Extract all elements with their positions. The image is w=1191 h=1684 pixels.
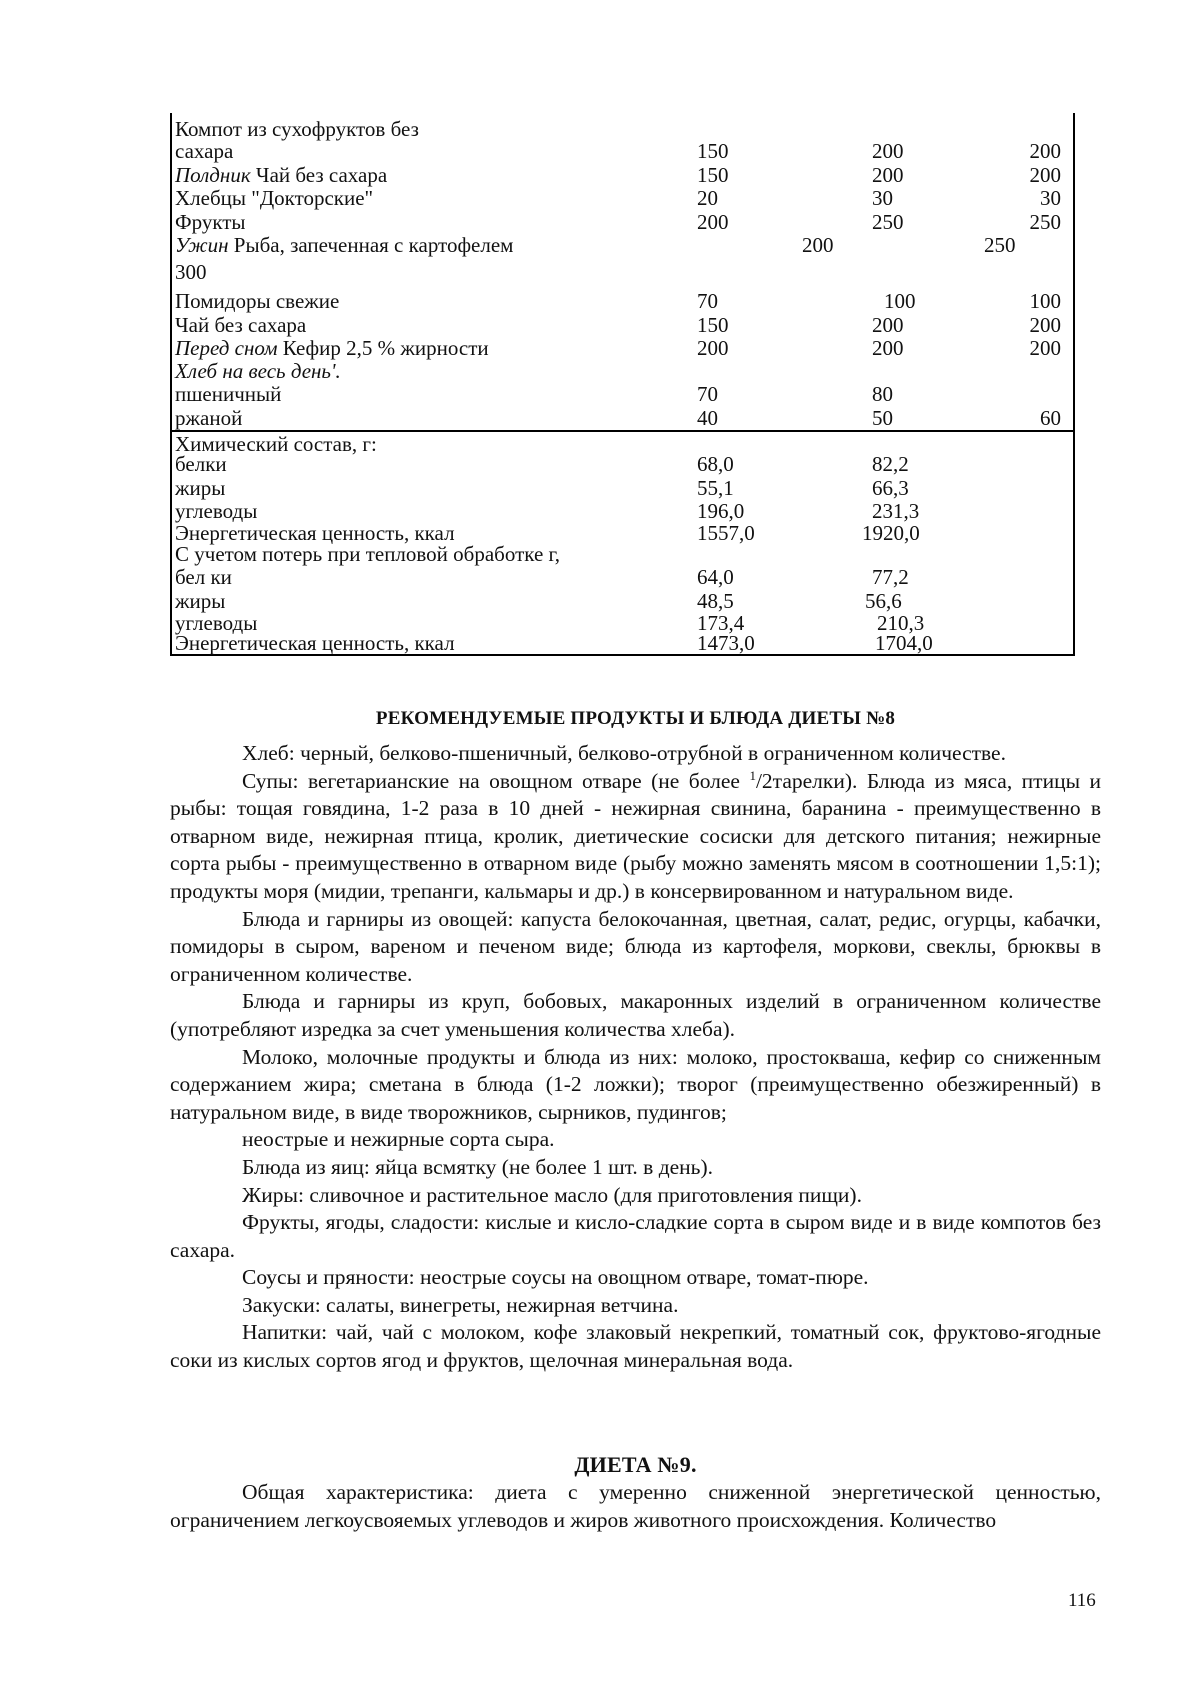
row-value-2: 77,2: [872, 565, 909, 589]
row-label: [175, 336, 489, 360]
row-value-2: 1920,0: [862, 521, 920, 545]
table-row: [172, 210, 1073, 234]
row-value-3: 60: [1040, 406, 1061, 430]
table-row: [172, 186, 1073, 210]
row-value-1: 150: [697, 313, 729, 337]
table-row: [172, 542, 1073, 566]
table-row: [172, 499, 1073, 523]
row-value-2: 82,2: [872, 452, 909, 476]
row-label: [175, 359, 341, 383]
row-value-1: 150: [697, 139, 729, 163]
row-value-3: 100: [1029, 289, 1061, 313]
paragraph: Молоко, молочные продукты и блюда из них: молоко, простокваша, кефир со сниженным содержанием жира; сметана в блюда (1-2 ложки); творог (преимущественно обезжиренный) в натуральном виде, в виде творожников, сырников, пудингов;: [170, 1044, 1101, 1124]
meal-label: Ужин: [175, 233, 229, 257]
row-value-2: 56,6: [865, 589, 902, 613]
row-label: Хлебцы "Докторские": [175, 186, 374, 210]
paragraph: Напитки: чай, чай с молоком, кофе злаковый некрепкий, томатный сок, фруктово-ягодные соки из кислых сортов ягод и фруктов, щелочная минеральная вода.: [170, 1320, 1101, 1373]
row-value-1: 1557,0: [697, 521, 755, 545]
paragraph: [170, 768, 1101, 906]
paragraph: Жиры: сливочное и растительное масло (для приготовления пищи).: [242, 1182, 862, 1207]
row-label: углеводы: [175, 611, 258, 635]
table-row: [172, 565, 1073, 589]
row-label: Помидоры свежие: [175, 289, 340, 313]
superscript: 1: [749, 767, 756, 783]
row-label: белки: [175, 452, 227, 476]
row-value-1: 173,4: [697, 611, 745, 635]
table-row: [172, 313, 1073, 337]
table-row: [172, 117, 1073, 141]
row-value-3: 250: [984, 233, 1016, 257]
row-value-2: 100: [884, 289, 916, 313]
row-value-2: 50: [872, 406, 893, 430]
paragraph: Хлеб: черный, белково-пшеничный, белково-отрубной в ограниченном количестве.: [242, 741, 1006, 765]
row-label: С учетом потерь при тепловой обработке г,: [175, 542, 561, 566]
row-value-1: 200: [697, 336, 729, 360]
paragraph-text: /2тарелки). Блюда из мяса, птицы и рыбы: тощая говядина, 1-2 раза в 10 дней - нежирная свинина, баранина - преимущественно в отварном виде, нежирная птица, кролик, диетические сосиски для детского питания; нежирные сорта рыбы - преимущественно в отварном виде (рыбу можно заменять мясом в соотношении 1,5:1); продукты моря (мидии, трепанги, кальмары и др.) в консервированном и натуральном виде.: [170, 768, 1101, 903]
paragraph: Закуски: салаты, винегреты, нежирная ветчина.: [242, 1292, 679, 1317]
row-label: Фрукты: [175, 210, 246, 234]
row-value-1: 150: [697, 163, 729, 187]
nutrition-table: [170, 113, 1075, 656]
row-label: бел ки: [175, 565, 232, 589]
row-label: ржаной: [175, 406, 243, 430]
row-value-1: 55,1: [697, 476, 734, 500]
table-row: [172, 163, 1073, 187]
row-value-2: 200: [872, 313, 904, 337]
row-value-2: 200: [802, 233, 834, 257]
table-row: [172, 631, 1073, 655]
row-value-2: 30: [872, 186, 893, 210]
row-label: [175, 233, 513, 257]
row-value-3: 200: [1029, 163, 1061, 187]
table-row: [172, 233, 1073, 257]
table-row: [172, 289, 1073, 313]
row-value-2: 1704,0: [875, 631, 933, 655]
table-row: [172, 359, 1073, 383]
page-number: 116: [1068, 1590, 1096, 1611]
row-value-1: 48,5: [697, 589, 734, 613]
row-value-2: 231,3: [872, 499, 920, 523]
row-value-1: 40: [697, 406, 718, 430]
paragraph: Блюда и гарниры из круп, бобовых, макаронных изделий в ограниченном количестве (употребляют изредка за счет уменьшения количества хлеба).: [170, 989, 1101, 1041]
row-value-1: 64,0: [697, 565, 734, 589]
paragraph: Соусы и пряности: неострые соусы на овощном отваре, томат-пюре.: [242, 1265, 869, 1290]
row-label: Химический состав, г:: [175, 432, 377, 456]
table-row: [172, 589, 1073, 613]
row-label-text: Кефир 2,5 % жирности: [277, 336, 489, 360]
row-label: углеводы: [175, 499, 258, 523]
row-value-2: 200: [872, 139, 904, 163]
table-row: [172, 260, 1073, 284]
table-row: [172, 452, 1073, 476]
row-value-3: 250: [1029, 210, 1061, 234]
row-value-2: 250: [872, 210, 904, 234]
meal-label: Хлеб на весь день'.: [175, 359, 341, 383]
row-value-3: 200: [1029, 313, 1061, 337]
row-label-text: Чай без сахара: [250, 163, 388, 187]
row-label: [175, 163, 387, 187]
row-label-text: Рыба, запеченная с картофелем: [228, 233, 514, 257]
row-value-2: 210,3: [877, 611, 925, 635]
meal-label: Перед сном: [175, 336, 278, 360]
table-row: [172, 139, 1073, 163]
row-label: жиры: [175, 476, 226, 500]
section-body: [170, 740, 1101, 1375]
row-value-2: 66,3: [872, 476, 909, 500]
row-value-1: 68,0: [697, 452, 734, 476]
table-row: [172, 476, 1073, 500]
table-row: [172, 406, 1073, 430]
row-value-1: 70: [697, 382, 718, 406]
row-label: Энергетическая ценность, ккал: [175, 521, 455, 545]
row-value-2: 200: [872, 163, 904, 187]
row-value-2: 200: [872, 336, 904, 360]
row-label: Компот из сухофруктов без: [175, 117, 419, 141]
section-title: РЕКОМЕНДУЕМЫЕ ПРОДУКТЫ И БЛЮДА ДИЕТЫ №8: [375, 708, 896, 729]
row-value-3: 200: [1029, 336, 1061, 360]
row-value-2: 80: [872, 382, 893, 406]
row-value-1: 70: [697, 289, 718, 313]
row-label: жиры: [175, 589, 226, 613]
row-label: сахара: [175, 139, 234, 163]
row-label: пшеничный: [175, 382, 282, 406]
row-label: Энергетическая ценность, ккал: [175, 631, 455, 655]
paragraph-text: Супы: вегетарианские на овощном отваре (не более: [242, 768, 750, 793]
row-value-1: 196,0: [697, 499, 745, 523]
table-row: [172, 382, 1073, 406]
paragraph: неострые и нежирные сорта сыра.: [242, 1127, 555, 1152]
row-label: 300: [175, 260, 207, 284]
row-value-1: 1473,0: [697, 631, 755, 655]
table-row: [172, 336, 1073, 360]
row-value-1: 20: [697, 186, 718, 210]
paragraph: Блюда из яиц: яйца всмятку (не более 1 шт. в день).: [242, 1154, 714, 1179]
section-title: ДИЕТА №9.: [574, 1452, 697, 1477]
row-value-1: 200: [697, 210, 729, 234]
paragraph: Фрукты, ягоды, сладости: кислые и кисло-сладкие сорта в сыром виде и в виде компотов без сахара.: [170, 1210, 1101, 1262]
paragraph: Блюда и гарниры из овощей: капуста белокочанная, цветная, салат, редис, огурцы, кабачки, помидоры в сыром, вареном и печеном виде; блюда из картофеля, моркови, свеклы, брюквы в ограниченном количестве.: [170, 906, 1101, 986]
row-value-3: 30: [1040, 186, 1061, 210]
paragraph: Общая характеристика: диета с умеренно сниженной энергетической ценностью, ограничением легкоусвояемых углеводов и жиров животного происхождения. Количество: [170, 1480, 1101, 1532]
section-body: [170, 1479, 1101, 1534]
row-value-3: 200: [1029, 139, 1061, 163]
meal-label: Полдник: [175, 163, 251, 187]
row-label: Чай без сахара: [175, 313, 307, 337]
